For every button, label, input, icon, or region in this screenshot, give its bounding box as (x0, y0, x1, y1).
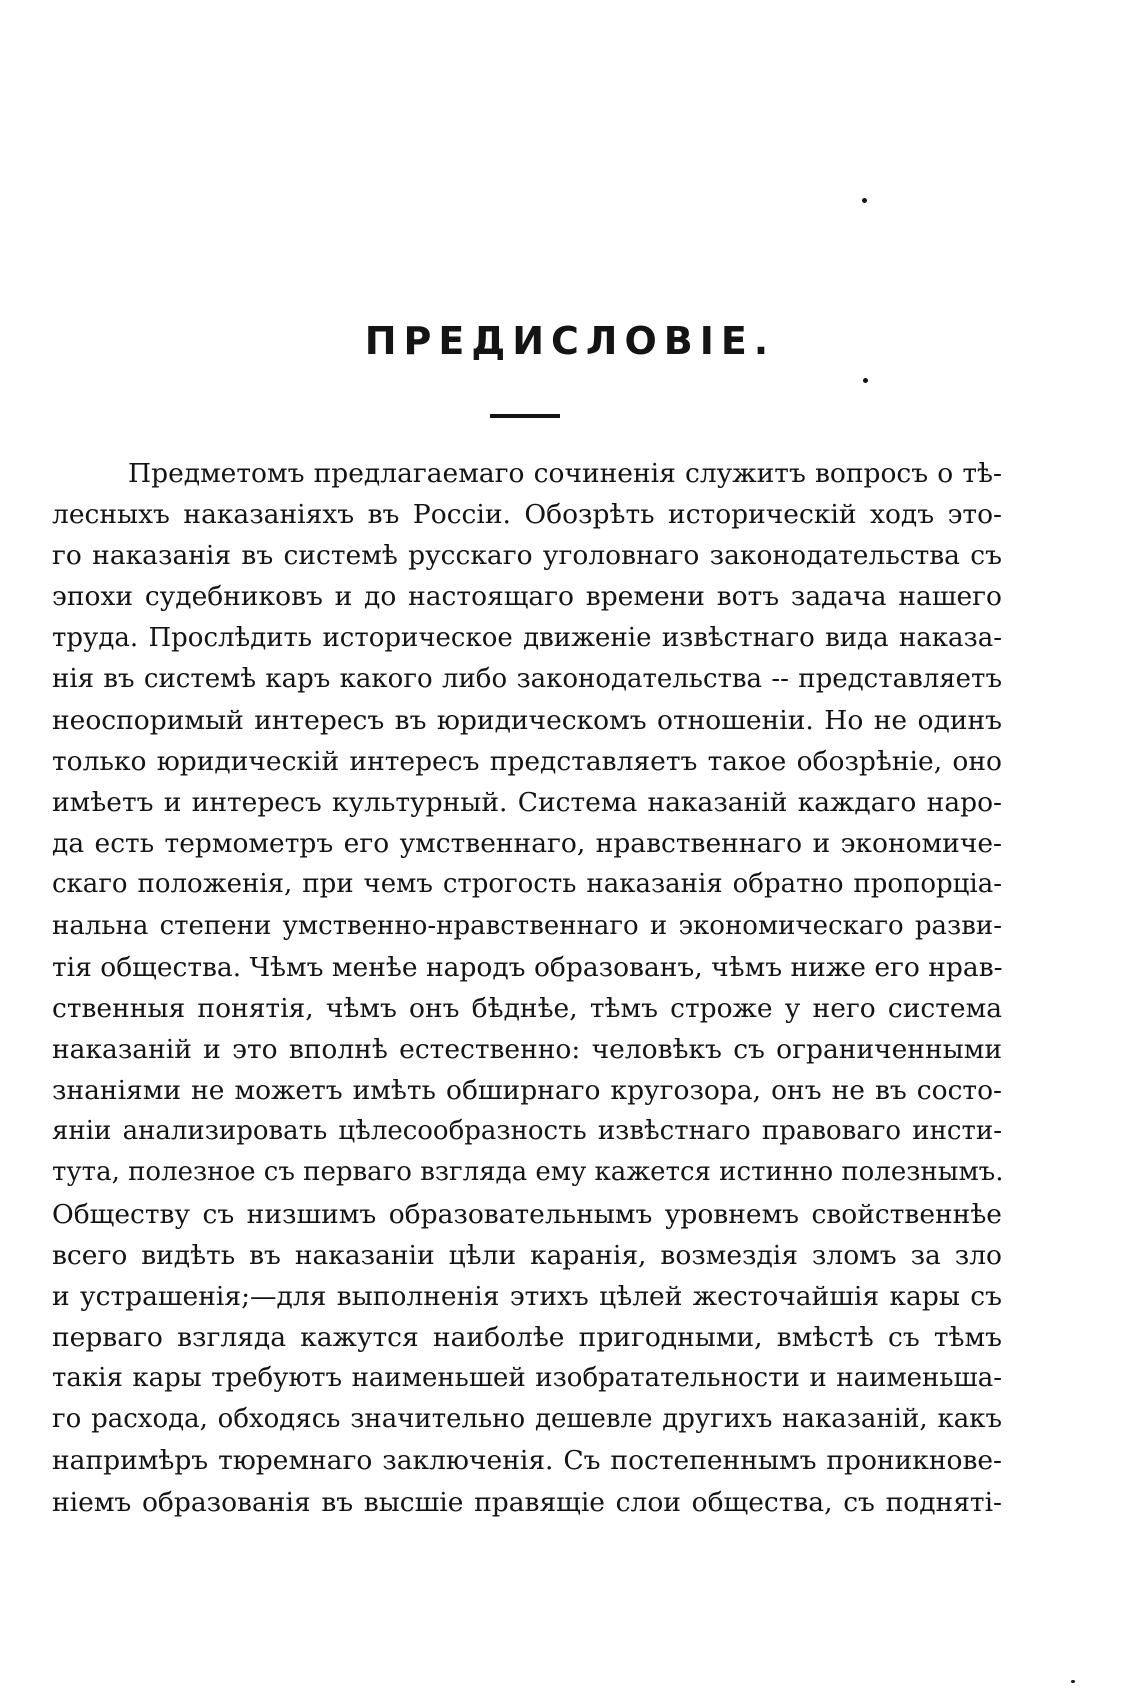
text-line: нальна степени умственно-нравственнаго и экономическаго разви- (52, 910, 1002, 941)
text-line: неоспоримый интересъ въ юридическомъ отношеніи. Но не одинъ (52, 704, 1002, 736)
text-line: го расхода, обходясь значительно дешевле другихъ наказаній, какъ (52, 1404, 1002, 1435)
text-line: только юридическій интересъ представляетъ такое обозрѣніе, оно (52, 745, 1002, 777)
text-line: наказаній и это вполнѣ естественно: человѣкъ съ ограниченными (52, 1033, 1002, 1065)
text-line: яніи анализировать цѣлесообразность извѣстнаго правоваго инсти- (52, 1116, 1002, 1147)
text-line: Обществу съ низшимъ образовательнымъ уровнемъ свойственнѣе (52, 1198, 1002, 1230)
text-line: нія въ системѣ каръ какого либо законодательства -- представляетъ (52, 663, 1002, 694)
text-line: знаніями не можетъ имѣть обширнаго кругозора, онъ не въ состо- (52, 1075, 1002, 1107)
text-line: эпохи судебниковъ и до настоящаго времени вотъ задача нашего (52, 581, 1002, 613)
text-line: всего видѣть въ наказаніи цѣли каранія, возмездія зломъ за зло (52, 1239, 1002, 1271)
text-line: Предметомъ предлагаемаго сочиненія служитъ вопросъ о тѣ- (128, 458, 1002, 489)
title-rule (490, 414, 560, 418)
text-line: и устрашенія;—для выполненія этихъ цѣлей жесточайшія кары съ (52, 1280, 1002, 1312)
text-line: труда. Прослѣдить историческое движеніе извѣстнаго вида наказа- (52, 622, 1002, 653)
body-text (52, 453, 1002, 1523)
print-speck (1071, 1680, 1075, 1683)
text-line: скаго положенія, при чемъ строгость наказанія обратно пропорціа- (52, 869, 1002, 900)
text-line: тія общества. Чѣмъ менѣе народъ образованъ, чѣмъ ниже его нрав- (52, 951, 1003, 983)
text-line: напримѣръ тюремнаго заключенія. Съ постепеннымъ проникнове- (52, 1445, 1002, 1477)
text-line: тута, полезное съ перваго взгляда ему кажется истинно полезнымъ. (52, 1157, 1004, 1188)
print-speck (862, 198, 867, 203)
text-line: да есть термометръ его умственнаго, нравственнаго и экономиче- (52, 828, 1002, 860)
print-speck (863, 378, 868, 383)
text-line: ніемъ образованія въ высшіе правящіе слои общества, съ подняті- (52, 1486, 1002, 1518)
text-line: перваго взгляда кажутся наиболѣе пригодными, вмѣстѣ съ тѣмъ (52, 1321, 1002, 1353)
text-line: лесныхъ наказаніяхъ въ Россіи. Обозрѣть историческій ходъ это- (52, 499, 1002, 531)
chapter-title: ПРЕДИСЛОВIЕ. (364, 319, 776, 363)
text-line: ственныя понятія, чѣмъ онъ бѣднѣе, тѣмъ строже у него система (52, 992, 1002, 1024)
text-line: такія кары требуютъ наименьшей изобратательности и наименьша- (52, 1363, 1002, 1394)
text-line: го наказанія въ системѣ русскаго уголовнаго законодательства съ (52, 540, 1002, 572)
text-line: имѣетъ и интересъ культурный. Система наказаній каждаго наро- (52, 787, 1002, 819)
